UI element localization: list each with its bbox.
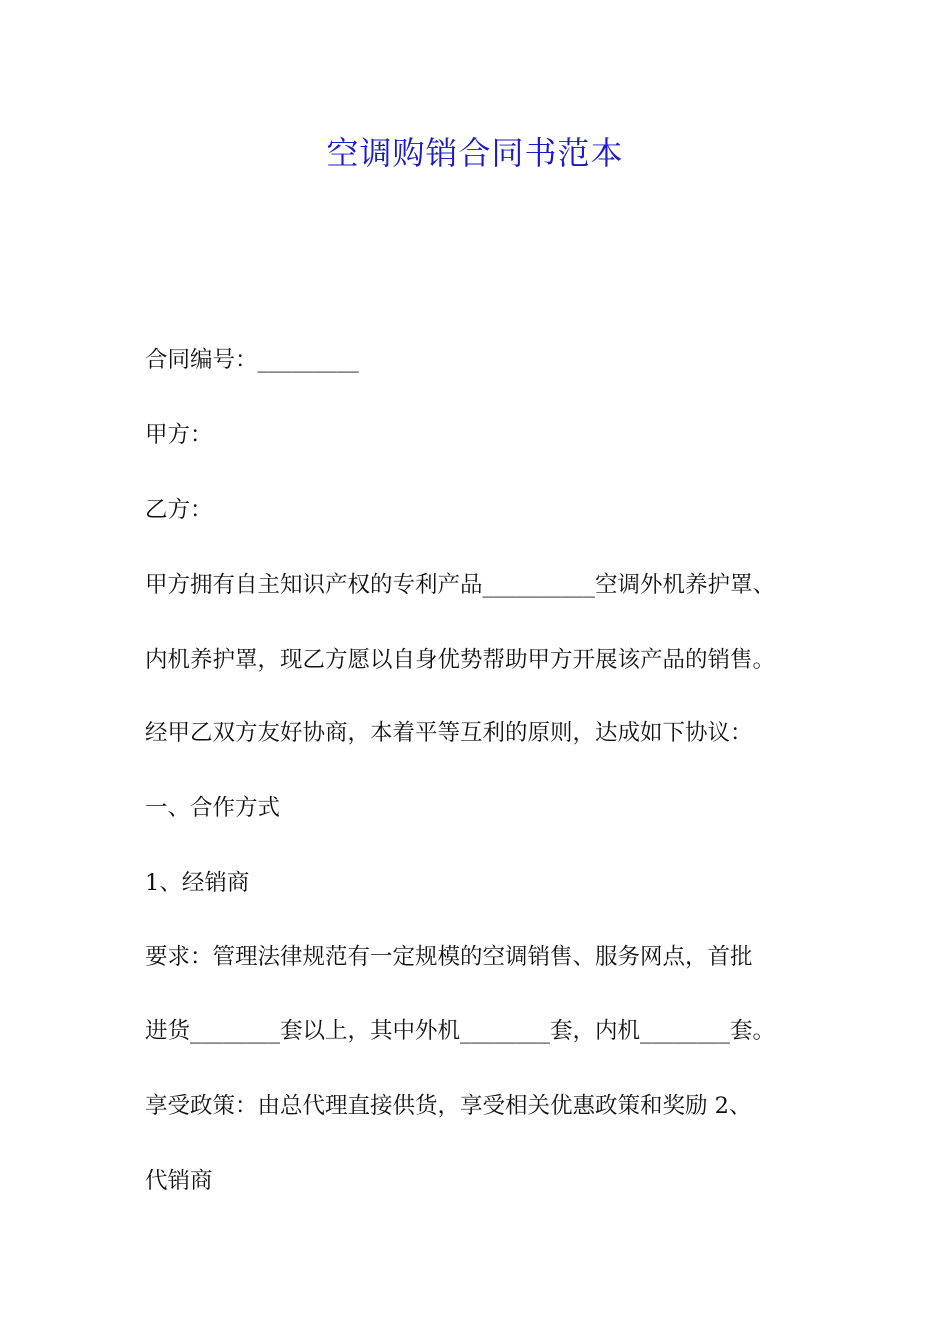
paragraph-line: 经甲乙双方友好协商，本着平等互利的原则，达成如下协议： [145, 720, 753, 746]
party-b-line: 乙方： [145, 497, 213, 523]
paragraph-line: 内机养护罩，现乙方愿以自身优势帮助甲方开展该产品的销售。 [145, 647, 776, 673]
paragraph-line: 甲方拥有自主知识产权的专利产品__________空调外机养护罩、 [145, 572, 776, 598]
paragraph-line: 享受政策：由总代理直接供货，享受相关优惠政策和奖励 2、 [145, 1093, 752, 1119]
paragraph-line: 代销商 [145, 1168, 213, 1194]
paragraph-line: 进货________套以上，其中外机________套，内机________套。 [145, 1018, 776, 1044]
contract-number-line: 合同编号：_________ [145, 347, 359, 373]
paragraph-line: 要求：管理法律规范有一定规模的空调销售、服务网点，首批 [145, 944, 753, 970]
document-title: 空调购销合同书范本 [326, 134, 624, 172]
party-a-line: 甲方： [145, 422, 213, 448]
subsection-heading: 1、经销商 [145, 870, 250, 896]
section-heading: 一、合作方式 [145, 795, 281, 821]
